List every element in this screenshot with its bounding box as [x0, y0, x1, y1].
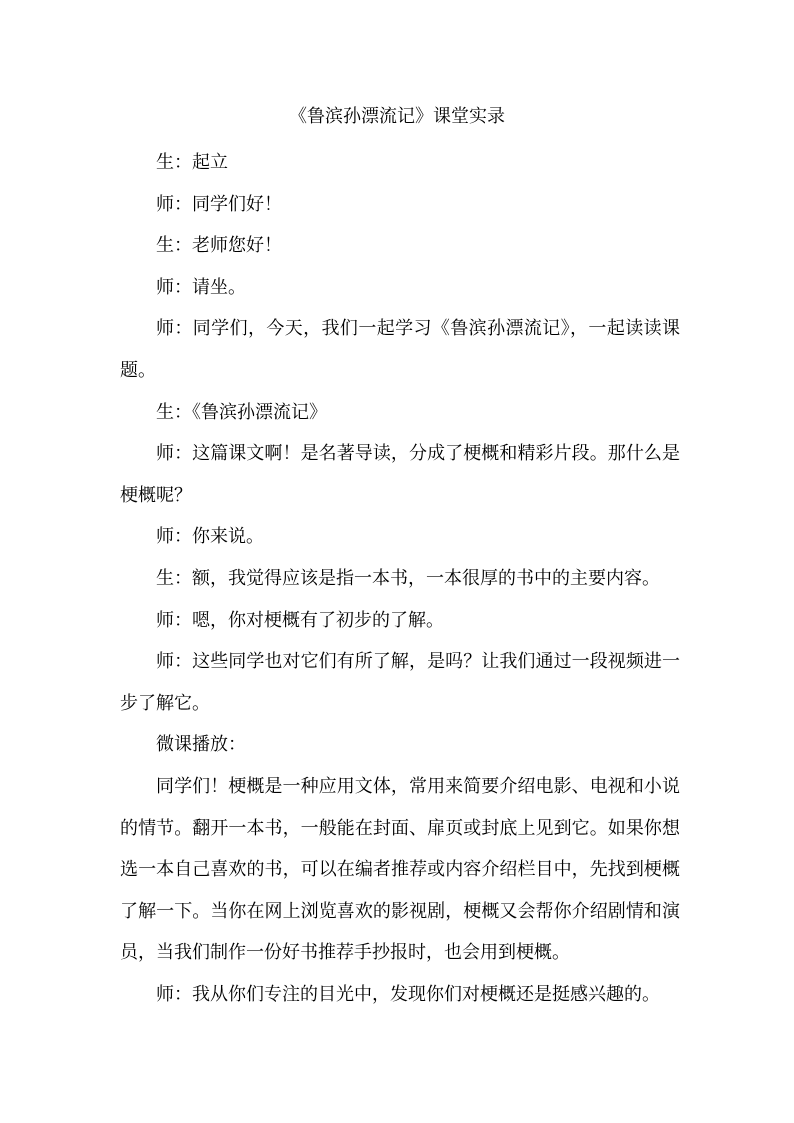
paragraph: 师：同学们，今天，我们一起学习《鲁滨孙漂流记》，一起读读课题。 [120, 318, 680, 381]
paragraph: 微课播放： [156, 734, 246, 756]
paragraph: 生：起立 [156, 152, 228, 173]
paragraph: 师：同学们好！ [156, 193, 282, 215]
paragraph: 师：这些同学也对它们有所了解，是吗？让我们通过一段视频进一步了解它。 [120, 651, 680, 714]
document-body [120, 142, 680, 1015]
paragraph: 师：请坐。 [156, 276, 246, 298]
paragraph: 同学们！梗概是一种应用文体，常用来简要介绍电影、电视和小说的情节。翻开一本书，一般能在封面、扉页或封底上见到它。如果你想选一本自己喜欢的书，可以在编者推荐或内容介绍栏目中，先找到梗概了解一下。当你在网上浏览喜欢的影视剧，梗概又会帮你介绍剧情和演员，当我们制作一份好书推荐手抄报时，也会用到梗概。 [120, 775, 680, 964]
paragraph: 师：你来说。 [156, 526, 264, 548]
paragraph: 师：嗯，你对梗概有了初步的了解。 [156, 609, 444, 631]
paragraph: 师：这篇课文啊！是名著导读，分成了梗概和精彩片段。那什么是梗概呢？ [120, 443, 680, 506]
paragraph: 生：《鲁滨孙漂流记》 [156, 401, 327, 423]
document-title: 《鲁滨孙漂流记》课堂实录 [289, 106, 505, 127]
paragraph: 生：老师您好！ [156, 235, 282, 257]
paragraph: 生：额，我觉得应该是指一本书，一本很厚的书中的主要内容。 [156, 567, 660, 589]
paragraph: 师：我从你们专注的目光中，发现你们对梗概还是挺感兴趣的。 [156, 983, 660, 1005]
